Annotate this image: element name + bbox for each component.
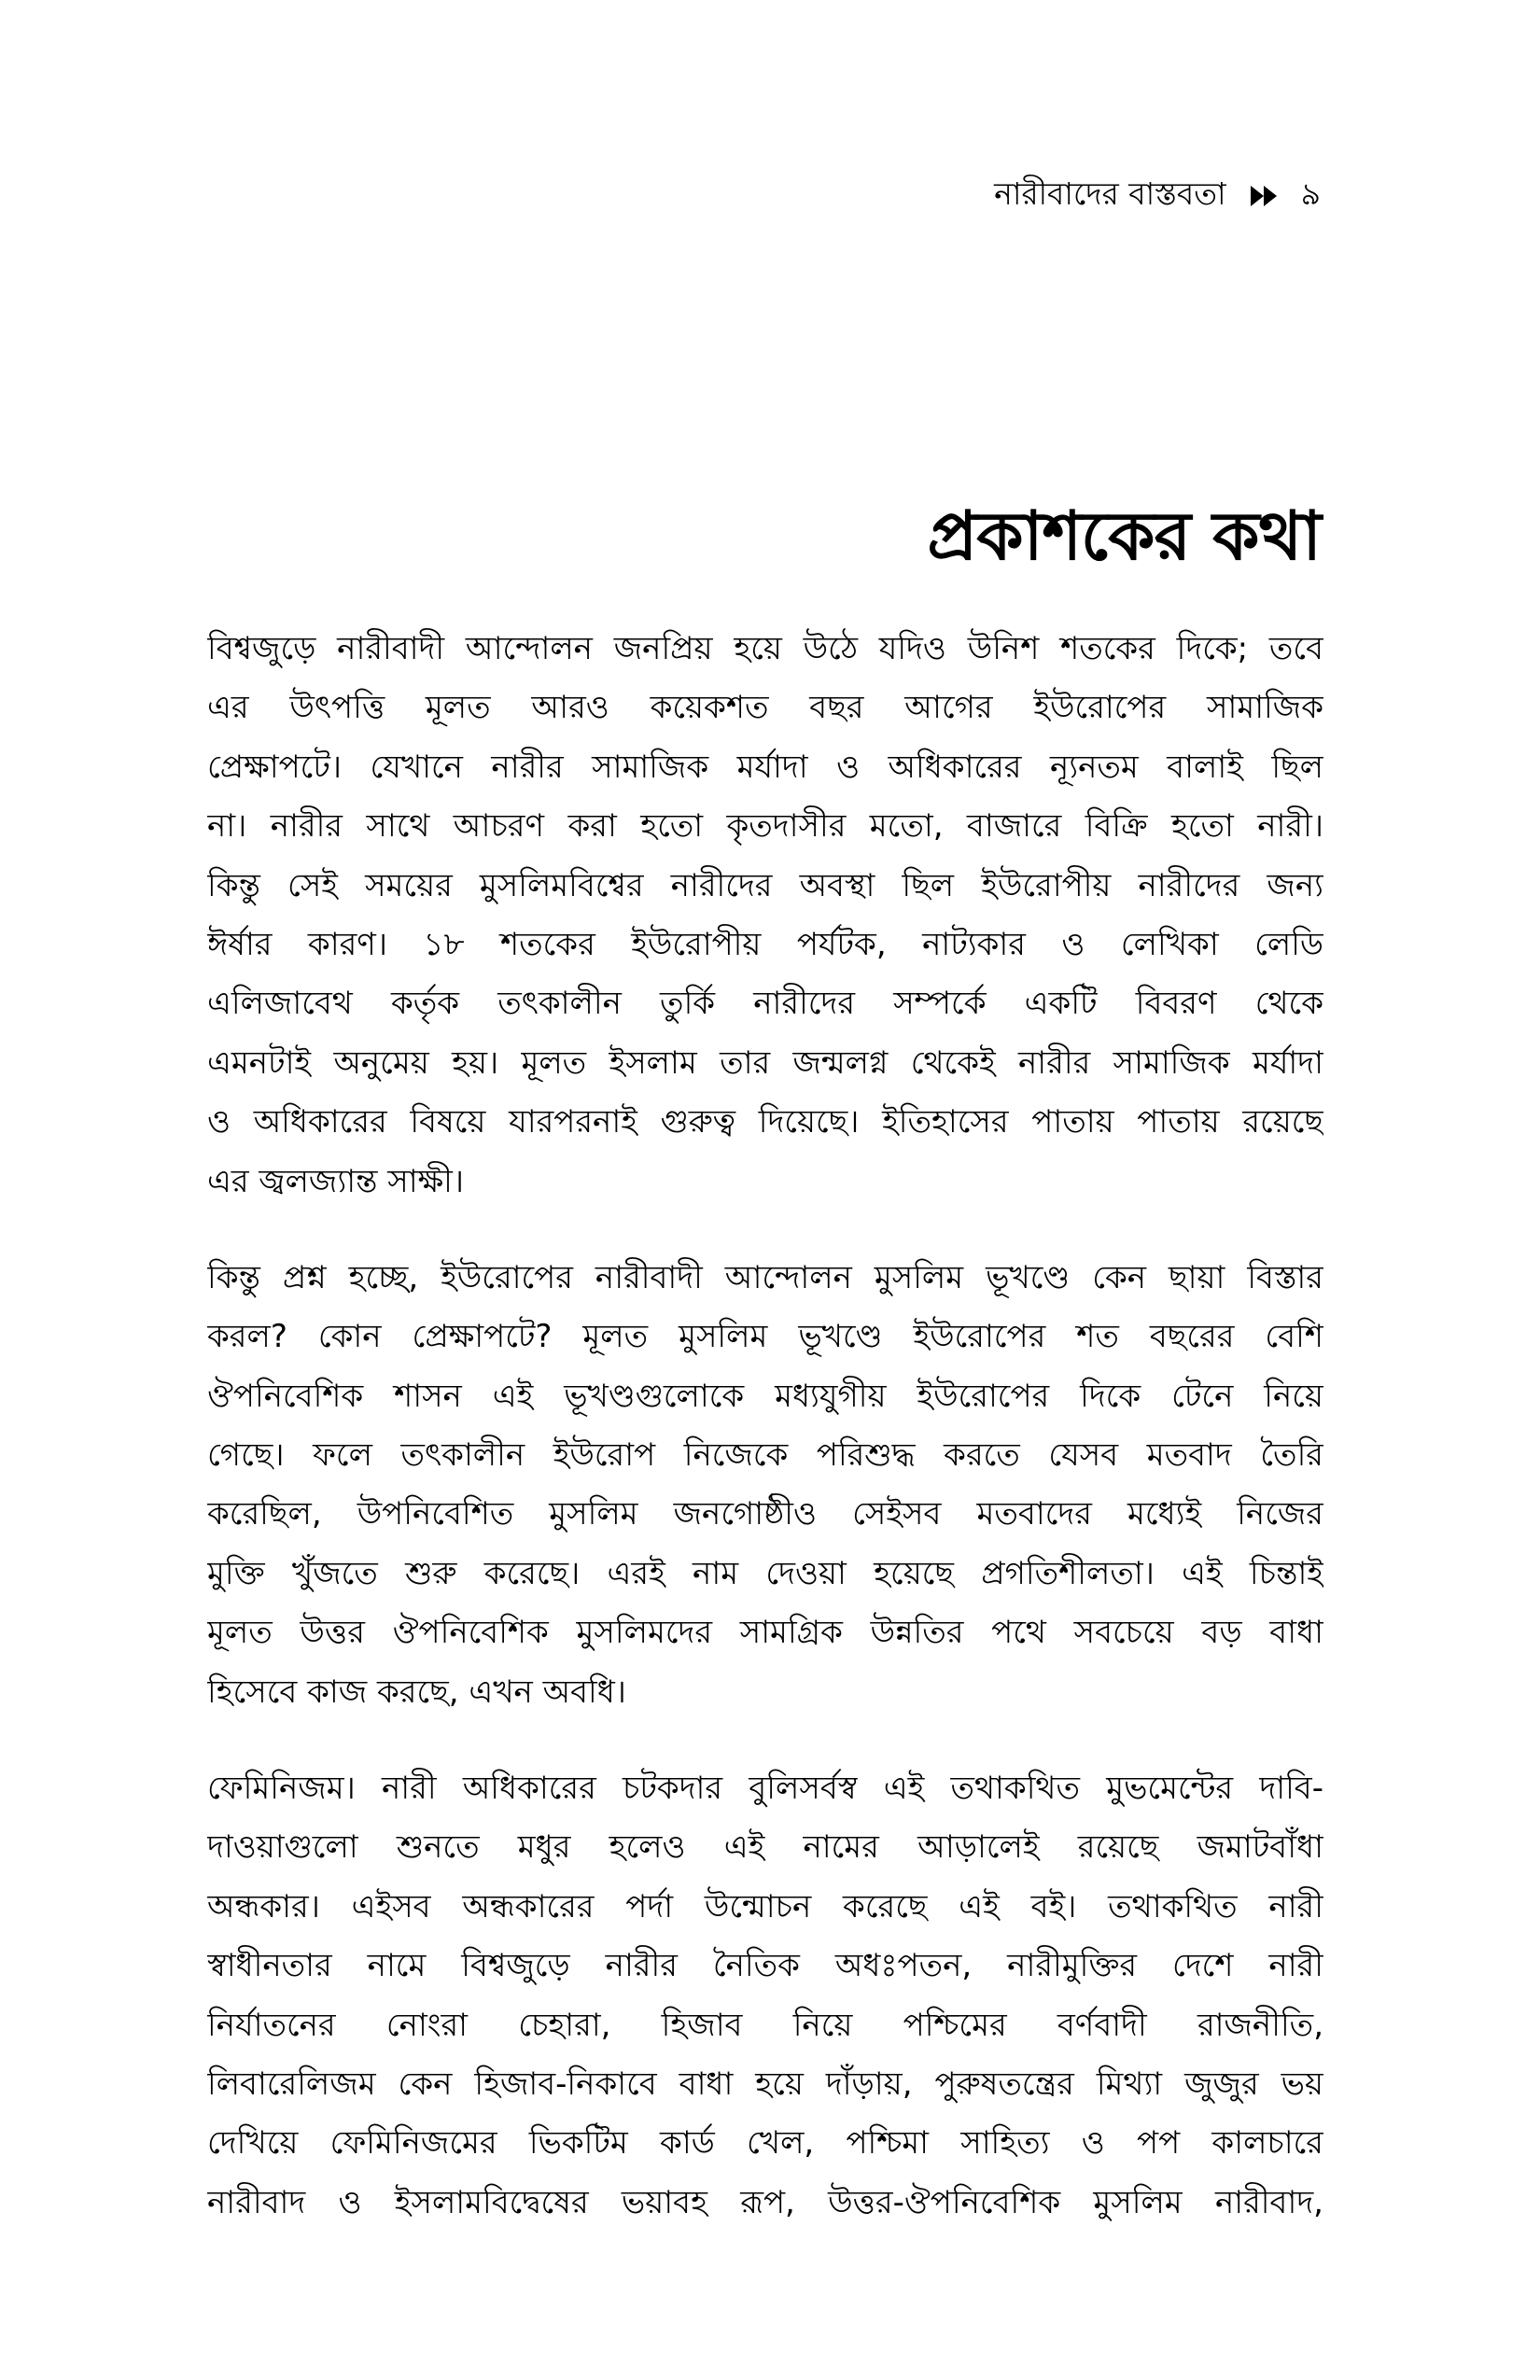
paragraph	[207, 620, 1323, 1211]
text-line: দেখিয়ে ফেমিনিজমের ভিকটিম কার্ড খেল, পশ্চিমা সাহিত্য ও পপ কালচারে	[207, 2124, 1323, 2163]
text-line: মূলত উত্তর ঔপনিবেশিক মুসলিমদের সামগ্রিক উন্নতির পথে সবচেয়ে বড় বাধা	[207, 1614, 1323, 1652]
chapter-title: প্রকাশকের কথা	[927, 496, 1321, 575]
text-line: নির্যাতনের নোংরা চেহারা, হিজাব নিয়ে পশ্চিমের বর্ণবাদী রাজনীতি,	[207, 2006, 1323, 2044]
text-line: বিশ্বজুড়ে নারীবাদী আন্দোলন জনপ্রিয় হয়ে উঠে যদিও উনিশ শতকের দিকে; তবে	[207, 630, 1323, 667]
text-line: এমনটাই অনুমেয় হয়। মূলত ইসলাম তার জন্মলগ্ন থেকেই নারীর সামাজিক মর্যাদা	[207, 1043, 1323, 1082]
text-line: ফেমিনিজম। নারী অধিকারের চটকদার বুলিসর্বস্ব এই তথাকথিত মুভমেন্টের দাবি-	[207, 1770, 1323, 1808]
text-line: লিবারেলিজম কেন হিজাব-নিকাবে বাধা হয়ে দাঁড়ায়, পুরুষতন্ত্রের মিথ্যা জুজুর ভয়	[207, 2065, 1323, 2103]
text-line: ও অধিকারের বিষয়ে যারপরনাই গুরুত্ব দিয়েছে। ইতিহাসের পাতায় পাতায় রয়েছে	[207, 1103, 1323, 1141]
text-line: এলিজাবেথ কর্তৃক তৎকালীন তুর্কি নারীদের সম্পর্কে একটি বিবরণ থেকে	[207, 985, 1323, 1023]
text-line: অন্ধকার। এইসব অন্ধকারের পর্দা উন্মোচন করেছে এই বই। তথাকথিত নারী	[207, 1887, 1323, 1925]
text-line: করেছিল, উপনিবেশিত মুসলিম জনগোষ্ঠীও সেইসব মতবাদের মধ্যেই নিজের	[207, 1495, 1323, 1533]
paragraph	[207, 1249, 1323, 1722]
text-line: কিন্তু সেই সময়ের মুসলিমবিশ্বের নারীদের অবস্থা ছিল ইউরোপীয় নারীদের জন্য	[207, 866, 1323, 904]
paragraph-gap	[207, 1722, 1323, 1759]
text-line: প্রেক্ষাপটে। যেখানে নারীর সামাজিক মর্যাদা ও অধিকারের ন্যূনতম বালাই ছিল	[207, 748, 1323, 786]
text-line: স্বাধীনতার নামে বিশ্বজুড়ে নারীর নৈতিক অধঃপতন, নারীমুক্তির দেশে নারী	[207, 1947, 1323, 1985]
text-line: গেছে। ফলে তৎকালীন ইউরোপ নিজেকে পরিশুদ্ধ করতে যেসব মতবাদ তৈরি	[207, 1436, 1323, 1475]
text-line: ঔপনিবেশিক শাসন এই ভূখণ্ডগুলোকে মধ্যযুগীয় ইউরোপের দিকে টেনে নিয়ে	[207, 1377, 1323, 1415]
text-line: এর উৎপত্তি মূলত আরও কয়েকশত বছর আগের ইউরোপের সামাজিক	[207, 689, 1323, 727]
text-line: এর জ্বলজ্যান্ত সাক্ষী।	[207, 1162, 465, 1200]
running-header	[994, 168, 1321, 224]
body-text	[207, 620, 1323, 2233]
text-line: করল? কোন প্রেক্ষাপটে? মূলত মুসলিম ভূখণ্ডে ইউরোপের শত বছরের বেশি	[207, 1318, 1323, 1356]
paragraph-gap	[207, 1211, 1323, 1249]
page-number: ৯	[1300, 175, 1321, 212]
double-arrow-right-icon	[1251, 186, 1277, 206]
paragraph	[207, 1759, 1323, 2233]
text-line: হিসেবে কাজ করছে, এখন অবধি।	[207, 1673, 626, 1711]
text-line: ঈর্ষার কারণ। ১৮ শতকের ইউরোপীয় পর্যটক, নাট্যকার ও লেখিকা লেডি	[207, 925, 1323, 963]
text-line: না। নারীর সাথে আচরণ করা হতো কৃতদাসীর মতো, বাজারে বিক্রি হতো নারী।	[207, 807, 1323, 846]
running-title: নারীবাদের বাস্তবতা	[994, 175, 1226, 212]
text-line: নারীবাদ ও ইসলামবিদ্বেষের ভয়াবহ রূপ, উত্তর-ঔপনিবেশিক মুসলিম নারীবাদ,	[207, 2183, 1323, 2221]
text-line: মুক্তি খুঁজতে শুরু করেছে। এরই নাম দেওয়া হয়েছে প্রগতিশীলতা। এই চিন্তাই	[207, 1554, 1323, 1592]
text-line: কিন্তু প্রশ্ন হচ্ছে, ইউরোপের নারীবাদী আন্দোলন মুসলিম ভূখণ্ডে কেন ছায়া বিস্তার	[207, 1258, 1323, 1296]
text-line: দাওয়াগুলো শুনতে মধুর হলেও এই নামের আড়ালেই রয়েছে জমাটবাঁধা	[207, 1828, 1323, 1867]
